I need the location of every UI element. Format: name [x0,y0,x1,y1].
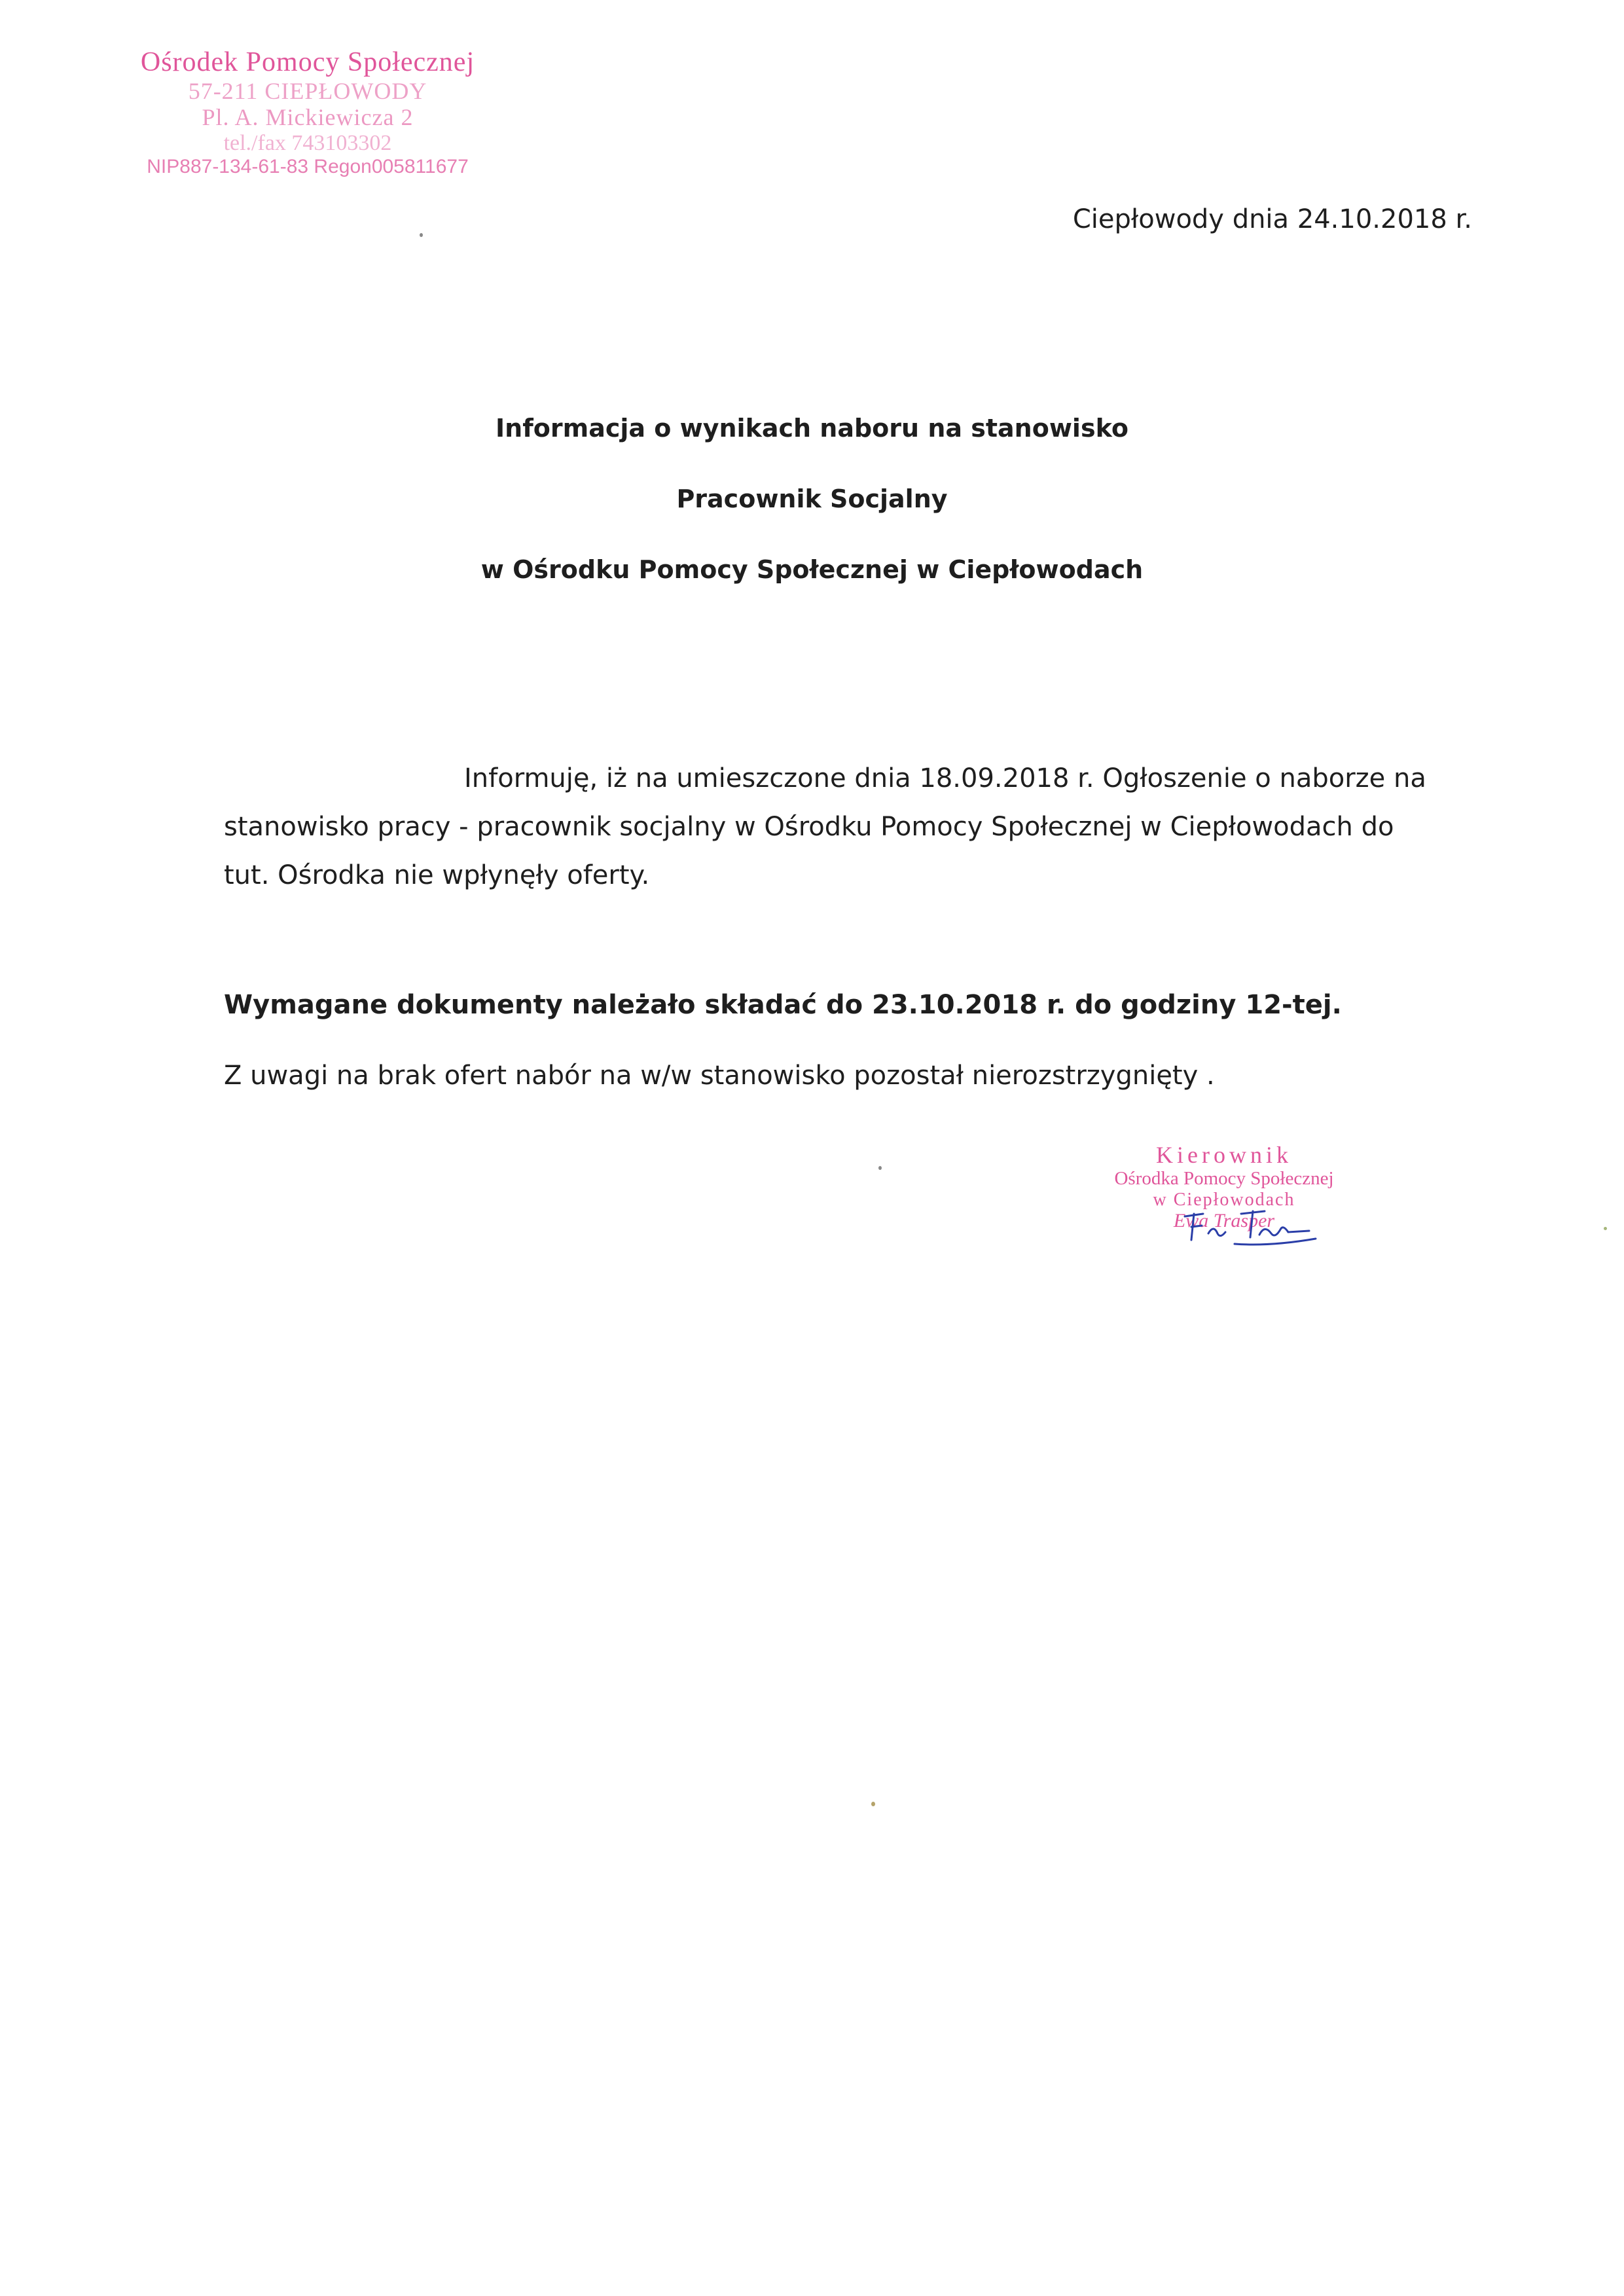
scan-speck [878,1166,882,1170]
signature-stamp-person: Ewa Trasper [1173,1210,1275,1232]
scan-speck [871,1802,875,1806]
institution-title: w Ośrodku Pomocy Społecznej w Ciepłowodach [480,555,1144,584]
body-paragraph-result: Z uwagi na brak ofert nabór na w/w stanowisko pozostał nierozstrzygnięty . [224,1061,1215,1091]
document-date: Ciepłowody dnia 24.10.2018 r. [1072,204,1472,234]
organization-stamp [111,47,504,177]
signature-stamp-institution: Ośrodka Pomocy Społecznej [1114,1168,1334,1190]
stamp-line-name: Ośrodek Pomocy Społecznej [140,47,475,77]
stamp-line-nip: NIP887-134-61-83 Regon005811677 [147,155,469,177]
position-title: Pracownik Socjalny [676,484,948,513]
scan-speck [420,233,423,237]
signature-stamp-role: Kierownik [1156,1142,1292,1168]
stamp-line-street: Pl. A. Mickiewicza 2 [202,104,414,131]
body-paragraph-information [224,754,1441,900]
signature-stamp-location: w Ciepłowodach [1153,1189,1295,1210]
scan-speck [1604,1227,1607,1230]
document-title: Informacja o wynikach naboru na stanowisko [496,414,1128,443]
stamp-line-postcode: 57-211 CIEPŁOWODY [188,78,427,105]
body-paragraph-deadline: Wymagane dokumenty należało składać do 23.10.2018 r. do godziny 12-tej. [224,990,1342,1020]
handwritten-signature [1178,1205,1322,1257]
paragraph1-text: Informuję, iż na umieszczone dnia 18.09.2018 r. Ogłoszenie o naborze na stanowisko pracy - pracownik socjalny w Ośrodku Pomocy Społecznej w Ciepłowodach do tut. Ośrodka nie wpłynęły oferty. [224,763,1426,890]
stamp-line-phone: tel./fax 743103302 [223,130,392,155]
